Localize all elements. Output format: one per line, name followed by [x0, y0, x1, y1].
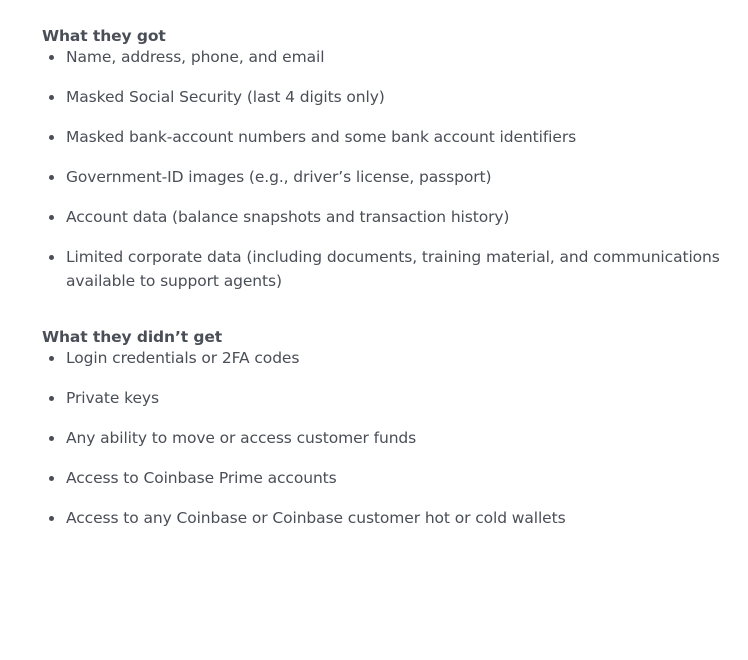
section-heading-what-they-got: What they got: [42, 27, 166, 45]
bullet-icon: [49, 135, 54, 140]
bullet-icon: [49, 255, 54, 260]
bullet-icon: [49, 436, 54, 441]
list-item-text: Access to any Coinbase or Coinbase customer hot or cold wallets: [66, 509, 566, 527]
list-item-text: Masked bank-account numbers and some bank account identifiers: [66, 128, 577, 146]
list-item: [42, 245, 728, 293]
section-heading-what-they-didnt-get: What they didn’t get: [42, 328, 223, 346]
bullet-icon: [49, 516, 54, 521]
list-item: [42, 165, 728, 189]
list-item-text: Limited corporate data (including documents, training material, and communications available to support agents): [66, 248, 720, 290]
list-item-text: Account data (balance snapshots and transaction history): [66, 208, 510, 226]
bullet-icon: [49, 356, 54, 361]
bullet-icon: [49, 55, 54, 60]
list-item: [42, 125, 728, 149]
list-item: [42, 386, 728, 410]
list-item-text: Government-ID images (e.g., driver’s license, passport): [66, 168, 492, 186]
list-item-text: Access to Coinbase Prime accounts: [66, 469, 337, 487]
list-item: [42, 45, 728, 69]
bullet-icon: [49, 215, 54, 220]
list-item-text: Private keys: [66, 389, 159, 407]
list-item-text: Name, address, phone, and email: [66, 48, 325, 66]
list-item: [42, 466, 728, 490]
bullet-icon: [49, 95, 54, 100]
list-item: [42, 205, 728, 229]
bullet-icon: [49, 175, 54, 180]
list-item: [42, 85, 728, 109]
bullet-icon: [49, 396, 54, 401]
list-item: [42, 346, 728, 370]
list-item-text: Any ability to move or access customer funds: [66, 429, 417, 447]
list-what-they-didnt-get: [42, 346, 728, 530]
list-item: [42, 426, 728, 450]
list-item: [42, 506, 728, 530]
bullet-icon: [49, 476, 54, 481]
list-item-text: Login credentials or 2FA codes: [66, 349, 300, 367]
list-item-text: Masked Social Security (last 4 digits only): [66, 88, 385, 106]
list-what-they-got: [42, 45, 728, 293]
